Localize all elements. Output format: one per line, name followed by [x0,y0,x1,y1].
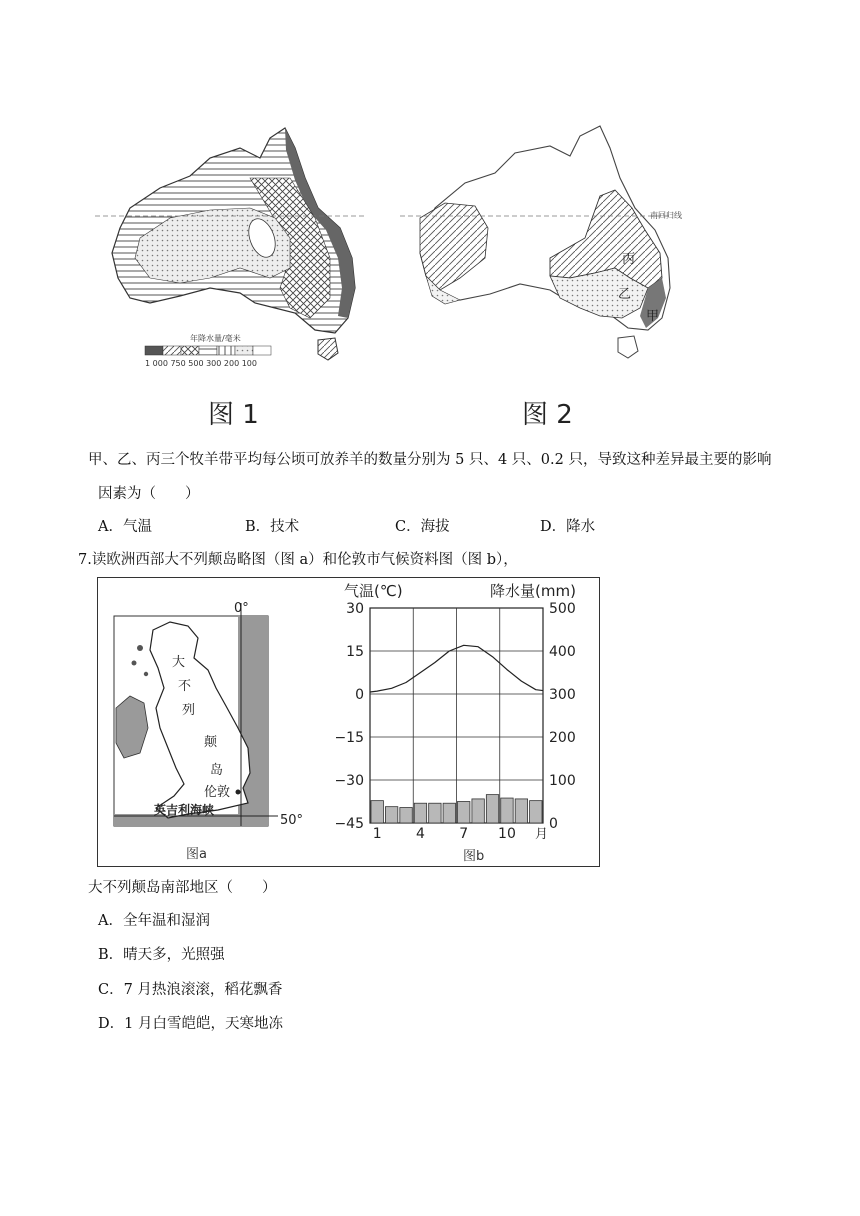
q7-stem: 大不列颠岛南部地区（ ） [88,880,277,896]
q6-option-b[interactable]: B．技术 [245,519,300,535]
month-tick-label: 10 [498,826,516,842]
temp-tick-label: −45 [334,816,364,832]
q7-option-a[interactable]: A．全年温和湿润 [98,913,210,929]
q6-stem-line2: 因素为（ ） [98,486,200,502]
temp-tick-label: −30 [334,773,364,789]
precip-bar [371,801,383,823]
temp-tick-label: 15 [346,644,364,660]
month-tick-label: 4 [415,826,425,842]
legend-values: 1 000 750 500 300 200 100 [145,359,257,368]
tropic-label: 南回归线 [650,211,682,220]
q6-option-a[interactable]: A．气温 [98,519,152,535]
temp-tick-label: 30 [346,601,364,617]
precip-tick-label: 300 [549,687,576,703]
month-tick-label: 7 [459,826,469,842]
precip-bar [458,802,470,824]
q7-intro: 7.读欧洲西部大不列颠岛略图（图 a）和伦敦市气候资料图（图 b）， [78,552,518,568]
precip-bar [472,799,484,823]
temp-tick-label: −15 [334,730,364,746]
q7-option-b[interactable]: B．晴天多，光照强 [98,947,225,963]
precip-tick-label: 500 [549,601,576,617]
q7-option-d[interactable]: D．1 月白雪皑皑，天寒地冻 [98,1016,283,1032]
precip-bar [530,801,542,823]
precip-bar [515,799,527,823]
fig2-pastoral-map [400,118,710,428]
figure-b-caption: 图b [463,849,485,864]
ylabel-right: 降水量(mm) [490,582,576,600]
lon-label: 0° [234,601,249,616]
figure-b-climate-chart [330,578,598,866]
precip-bar [486,795,498,823]
island-char-4: 颠 [204,735,218,750]
precip-tick-label: 400 [549,644,576,660]
precip-bar [443,803,455,823]
label-yi: 乙 [618,287,632,302]
figure-a-britain-map [98,578,308,866]
label-jia: 甲 [646,309,660,324]
fig1-rainfall-map [90,118,370,428]
q7-option-c[interactable]: C．7 月热浪滚滚，稻花飘香 [98,982,283,998]
precip-tick-label: 200 [549,730,576,746]
figure-a-caption: 图a [186,847,207,862]
precip-tick-label: 100 [549,773,576,789]
temp-tick-label: 0 [355,687,364,703]
label-bing: 丙 [622,252,636,267]
fig2-caption: 图 2 [522,400,573,428]
precip-bar [429,803,441,823]
ylabel-left: 气温(℃) [344,582,403,600]
q6-option-d[interactable]: D．降水 [540,519,596,535]
precip-bar [414,803,426,823]
london-dot [236,790,241,795]
island-char-3: 列 [182,703,196,718]
month-unit-label: 月 [535,827,549,842]
tasmania [318,338,338,360]
lat-label: 50° [280,813,304,828]
islet [137,645,143,651]
fig1-caption: 图 1 [208,400,259,428]
city-london: 伦敦 [204,785,231,800]
precip-bar [385,807,397,823]
strait-label: 英吉利海峡 [154,803,215,817]
legend-title: 年降水量/毫米 [190,334,241,343]
island-char-1: 大 [172,655,186,670]
q6-stem-line1: 甲、乙、丙三个牧羊带平均每公顷可放养羊的数量分别为 5 只、4 只、0.2 只，导致这种差异最主要的影响 [88,452,772,468]
precip-bar [400,808,412,823]
month-tick-label: 1 [372,826,382,842]
island-char-2: 不 [178,679,192,694]
precip-tick-label: 0 [549,816,558,832]
island-char-5: 岛 [210,763,224,778]
tasmania-2 [618,336,638,358]
islet [144,672,148,676]
q6-option-c[interactable]: C．海拔 [395,519,450,535]
islet [132,661,137,666]
q7-figure-frame [97,577,600,867]
precip-bar [501,798,513,823]
fig1-legend [145,333,271,368]
